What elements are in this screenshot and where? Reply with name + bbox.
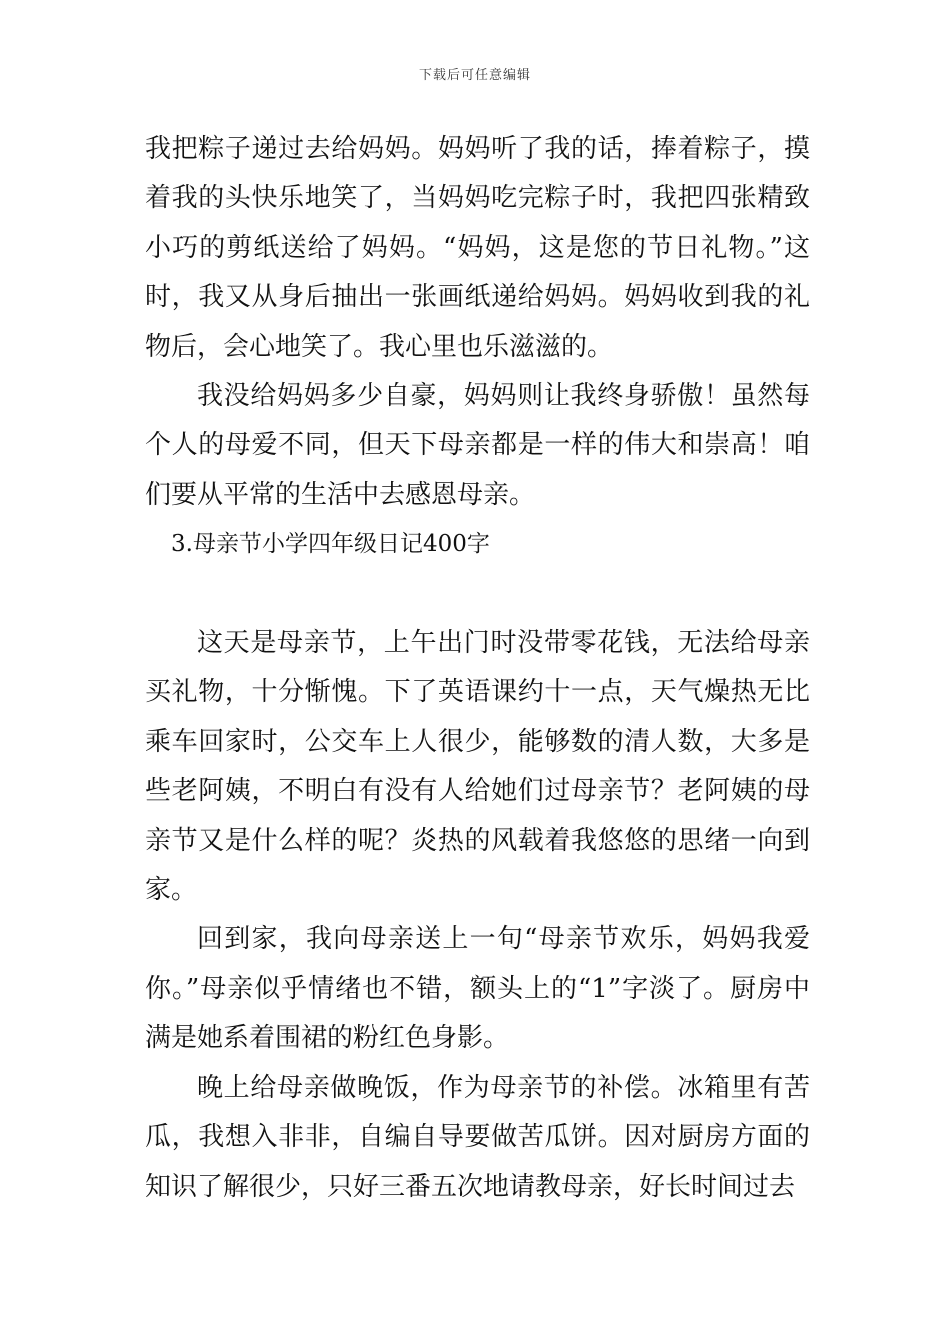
document-body xyxy=(145,125,810,1212)
paragraph-4: 回到家，我向母亲送上一句“母亲节欢乐，妈妈我爱你。”母亲似乎情绪也不错，额头上的“1”字淡了。厨房中满是她系着围裙的粉红色身影。 xyxy=(145,924,810,1054)
page-header: 下载后可任意编辑 xyxy=(418,68,531,83)
paragraph-2: 我没给妈妈多少自豪，妈妈则让我终身骄傲！虽然每个人的母爱不同，但天下母亲都是一样的伟大和崇高！咱们要从平常的生活中去感恩母亲。 xyxy=(145,381,810,510)
paragraph-5: 晚上给母亲做晚饭，作为母亲节的补偿。冰箱里有苦瓜，我想入非非，自编自导要做苦瓜饼。因对厨房方面的知识了解很少，只好三番五次地请教母亲，好长时间过去 xyxy=(145,1072,810,1202)
blank-line xyxy=(145,570,810,619)
paragraph-3: 这天是母亲节，上午出门时没带零花钱，无法给母亲买礼物，十分惭愧。下了英语课约十一点，天气燥热无比乘车回家时，公交车上人很少，能够数的清人数，大多是些老阿姨，不明白有没有人给她们过母亲节？老阿姨的母亲节又是什么样的呢？炎热的风载着我悠悠的思绪一向到家。 xyxy=(145,628,810,906)
section-heading: 3.母亲节小学四年级日记400字 xyxy=(171,531,490,558)
paragraph-1: 我把粽子递过去给妈妈。妈妈听了我的话，捧着粽子，摸着我的头快乐地笑了，当妈妈吃完粽子时，我把四张精致小巧的剪纸送给了妈妈。“妈妈，这是您的节日礼物。”这时，我又从身后抽出一张画纸递给妈妈。妈妈收到我的礼物后，会心地笑了。我心里也乐滋滋的。 xyxy=(145,134,810,362)
